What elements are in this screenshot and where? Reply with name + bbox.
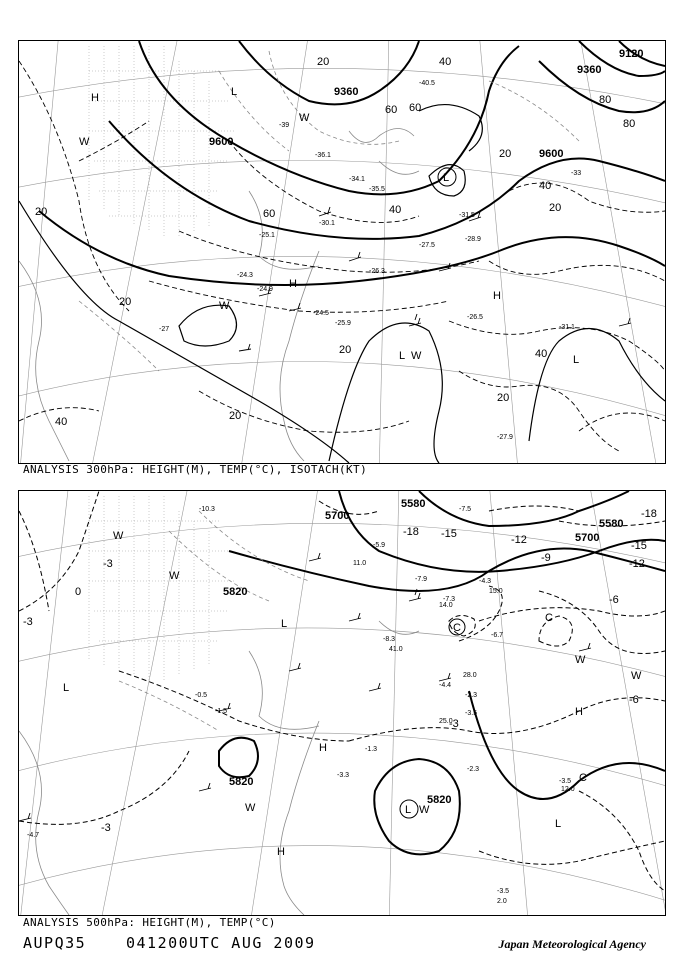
map-300hpa-labels xyxy=(19,41,665,463)
station-value: -2.3 xyxy=(465,692,478,699)
station-value: -10.3 xyxy=(199,506,215,513)
station-value: -7.5 xyxy=(459,506,472,513)
isotach-label: 60 xyxy=(263,208,276,220)
height-label: 5700 xyxy=(325,510,350,522)
station-value: 41.0 xyxy=(389,646,403,653)
station-value: -5.9 xyxy=(373,542,386,549)
low-pressure-marker: L xyxy=(399,350,406,362)
isotach-label: 20 xyxy=(317,56,330,68)
station-value: -2.3 xyxy=(467,766,480,773)
isotach-label: 60 xyxy=(409,102,422,114)
temperature-value: -24.3 xyxy=(237,272,253,279)
high-pressure-marker: H xyxy=(91,92,99,104)
temperature-value: -26.3 xyxy=(369,268,385,275)
warm-center-marker: W xyxy=(575,654,586,666)
warm-center-marker: W xyxy=(245,802,256,814)
isotherm-label: -18 xyxy=(641,508,657,520)
high-pressure-marker: H xyxy=(319,742,327,754)
temperature-value: -28.9 xyxy=(465,236,481,243)
isotach-label: 40 xyxy=(439,56,452,68)
isotherm-label: -3 xyxy=(101,822,111,834)
low-pressure-marker: L xyxy=(443,172,450,184)
low-pressure-marker: L xyxy=(573,354,580,366)
isotherm-label: -15 xyxy=(441,528,457,540)
temperature-value: -27 xyxy=(159,326,170,333)
station-value: 2.0 xyxy=(497,898,507,905)
warm-center-marker: W xyxy=(169,570,180,582)
isotach-label: 40 xyxy=(55,416,68,428)
station-value: -7.9 xyxy=(415,576,428,583)
isotherm-label: -18 xyxy=(403,526,419,538)
temperature-value: -24.9 xyxy=(257,286,273,293)
low-pressure-marker: L xyxy=(281,618,288,630)
temperature-value: -33 xyxy=(571,170,582,177)
station-value: 25.0 xyxy=(439,718,453,725)
agency-credit: Japan Meteorological Agency xyxy=(498,937,646,951)
height-label: 5820 xyxy=(223,586,248,598)
isotach-label: 40 xyxy=(539,180,552,192)
isotach-label: 40 xyxy=(535,348,548,360)
cold-center-marker: C xyxy=(579,772,587,784)
temperature-value: -39 xyxy=(279,122,290,129)
station-value: -0.5 xyxy=(195,692,208,699)
isotach-label: 20 xyxy=(229,410,242,422)
station-value: 28.0 xyxy=(463,672,477,679)
isotach-label: 40 xyxy=(389,204,402,216)
station-value: -8.3 xyxy=(383,636,396,643)
station-value: -6.7 xyxy=(491,632,504,639)
height-label: 9360 xyxy=(577,64,602,76)
temperature-value: -31.1 xyxy=(559,324,575,331)
warm-center-marker: W xyxy=(219,300,230,312)
isotach-label: 80 xyxy=(623,118,636,130)
low-pressure-marker: L xyxy=(405,804,412,816)
station-value: -7.3 xyxy=(443,596,456,603)
isotherm-label: -3 xyxy=(103,558,113,570)
map-panel-500hpa xyxy=(18,490,666,916)
isotherm-label: -15 xyxy=(631,540,647,552)
station-value: -3.5 xyxy=(497,888,510,895)
high-pressure-marker: H xyxy=(575,706,583,718)
warm-center-marker: W xyxy=(299,112,310,124)
height-label: 9600 xyxy=(539,148,564,160)
analysis-timestamp: 041200UTC AUG 2009 xyxy=(126,934,316,952)
station-value: -4.3 xyxy=(479,578,492,585)
height-label: 9360 xyxy=(334,86,359,98)
isotherm-label: -6 xyxy=(629,694,639,706)
station-value: -1.3 xyxy=(365,746,378,753)
temperature-value: -24.5 xyxy=(313,310,329,317)
station-value: -3.5 xyxy=(559,778,572,785)
isotach-label: 20 xyxy=(339,344,352,356)
isotach-label: 20 xyxy=(549,202,562,214)
warm-center-marker: W xyxy=(79,136,90,148)
isotach-label: 20 xyxy=(499,148,512,160)
station-value: 14.0 xyxy=(439,602,453,609)
station-value: -3.5 xyxy=(465,710,478,717)
isotherm-label: -6 xyxy=(609,594,619,606)
isotherm-label: -9 xyxy=(541,552,551,564)
isotherm-label: 0 xyxy=(75,586,82,598)
isotherm-label: -12 xyxy=(511,534,527,546)
height-label: 9120 xyxy=(619,48,644,60)
height-label: 5820 xyxy=(427,794,452,806)
temperature-value: -35.5 xyxy=(369,186,385,193)
low-pressure-marker: L xyxy=(555,818,562,830)
temperature-value: -31.5 xyxy=(459,212,475,219)
isotherm-label: -12 xyxy=(629,558,645,570)
warm-center-marker: W xyxy=(113,530,124,542)
warm-center-marker: W xyxy=(411,350,422,362)
map-panel-300hpa xyxy=(18,40,666,464)
isotach-label: 20 xyxy=(497,392,510,404)
low-pressure-marker: L xyxy=(63,682,70,694)
map-500hpa-labels xyxy=(19,491,665,915)
warm-center-marker: W xyxy=(419,804,430,816)
temperature-value: -40.5 xyxy=(419,80,435,87)
isotherm-label: -3 xyxy=(449,718,459,730)
isotherm-label: -3 xyxy=(23,616,33,628)
temperature-value: -25.1 xyxy=(259,232,275,239)
warm-center-marker: W xyxy=(631,670,642,682)
caption-300hpa: ANALYSIS 300hPa: HEIGHT(M), TEMP(°C), ISOTACH(KT) xyxy=(23,463,368,476)
temperature-value: -25.9 xyxy=(335,320,351,327)
isotach-label: 20 xyxy=(119,296,132,308)
isotach-label: 60 xyxy=(385,104,398,116)
high-pressure-marker: H xyxy=(289,278,297,290)
height-label: 5580 xyxy=(401,498,426,510)
station-value: -4.4 xyxy=(439,682,452,689)
chart-id: AUPQ35 xyxy=(23,934,87,952)
cold-center-marker: C xyxy=(453,622,461,634)
temperature-value: -26.5 xyxy=(467,314,483,321)
station-value: 12.0 xyxy=(561,786,575,793)
station-value: -4.7 xyxy=(27,832,40,839)
isotach-label: 80 xyxy=(599,94,612,106)
temperature-value: -27.5 xyxy=(419,242,435,249)
temperature-value: -36.1 xyxy=(315,152,331,159)
high-pressure-marker: H xyxy=(277,846,285,858)
low-pressure-marker: L xyxy=(231,86,238,98)
isotach-label: 20 xyxy=(35,206,48,218)
station-value: 15.0 xyxy=(489,588,503,595)
height-label: 5580 xyxy=(599,518,624,530)
temperature-value: -27.9 xyxy=(497,434,513,441)
caption-500hpa: ANALYSIS 500hPa: HEIGHT(M), TEMP(°C) xyxy=(23,916,276,929)
temperature-value: -34.1 xyxy=(349,176,365,183)
temperature-value: -30.1 xyxy=(319,220,335,227)
height-label: 5820 xyxy=(229,776,254,788)
station-value: 11.0 xyxy=(353,560,367,567)
cold-center-marker: C xyxy=(545,612,553,624)
station-value: -1.5 xyxy=(215,708,228,715)
high-pressure-marker: H xyxy=(493,290,501,302)
height-label: 5700 xyxy=(575,532,600,544)
station-value: -3.3 xyxy=(337,772,350,779)
height-label: 9600 xyxy=(209,136,234,148)
